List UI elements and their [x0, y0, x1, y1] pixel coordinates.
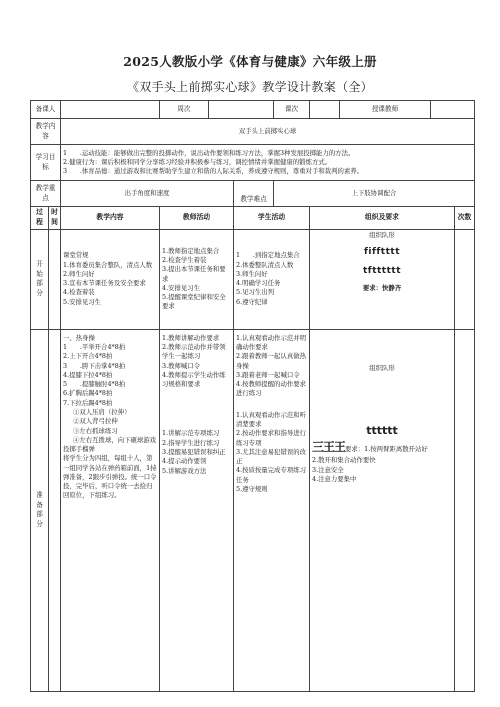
prep-part-organization	[310, 329, 455, 691]
org-requirement: 3.注意安全	[312, 465, 344, 474]
week-value	[209, 101, 274, 119]
start-content-line: 5.安排见习生	[63, 297, 102, 306]
objectives-list	[61, 145, 475, 181]
teacher-label: 授课教师	[340, 101, 431, 119]
prep-student-line: 3.跟着老师一起喊口令	[236, 370, 300, 379]
prep-teacher-line: 5.讲解游戏方法	[162, 466, 207, 475]
warmup-line: 5 .提膝触肘4*8拍	[63, 380, 126, 389]
prep-student-line: 2.按动作要求和指导进行练习专项	[236, 429, 307, 447]
prep-teacher-line: 2.指导学生进行练习	[162, 438, 220, 447]
content-label: 教学内容	[31, 119, 61, 145]
lesson-plan-table	[30, 100, 475, 692]
prep-student-line: 4.按质按量完成专项练习任务	[236, 466, 307, 484]
org-requirement: 要求：快静齐	[362, 284, 402, 293]
content-value: 双手头上前掷实心球	[61, 119, 475, 145]
lesson-preparer-label: 备课人	[31, 101, 61, 119]
objective-item: 1 .运动技能：能够做出完整的投掷动作，说出动作要领和练习方法，掌握3种发展投掷能力的方法。	[63, 148, 355, 157]
start-content-line: 3.宣布本节课任务及安全要求	[63, 279, 146, 288]
prep-teacher-line: 3.教师喊口令	[162, 361, 201, 370]
prep-part-times	[455, 329, 475, 691]
prep-part-student	[234, 329, 310, 691]
org-requirement: 2.散开和集合动作要快	[312, 456, 376, 465]
prep-part-time	[49, 329, 61, 691]
objective-item: 3 .体育品德：通过游戏和比赛帮助学生建立和谐的人际关系，养成遵守规则，尊重对手和裁判的素养。	[63, 167, 364, 176]
prep-teacher-line: 3.提醒易犯错误和纠正	[162, 447, 226, 456]
teacher-value	[431, 101, 475, 119]
start-student-line: 3.师生问好	[236, 269, 268, 278]
start-student-line: 2.体委整队清点人数	[236, 260, 294, 269]
special-practice-line: ②双人背弓拉伸	[73, 417, 118, 426]
start-teacher-line: 2.检查学生着装	[162, 255, 207, 264]
start-part-organization	[310, 229, 455, 329]
prep-part-teacher	[160, 329, 234, 691]
start-part-time	[49, 229, 61, 329]
col-process: 过程	[31, 207, 49, 230]
start-content-line: 2.师生问好	[63, 269, 95, 278]
prep-teacher-line: 4.提示动作要领	[162, 457, 207, 466]
objectives-label: 学习目标	[31, 145, 61, 181]
special-practice-line: ③左右抓球练习	[73, 426, 118, 435]
game-description: 投掷手榴弹 将学生分为四组，每组十人，第一组同学各站在弹药箱前面，1持弹准备，2跟步引弹投。统一口令投，完毕后，听口令统一去捡归回原位，下组练习。	[63, 445, 157, 500]
start-student-line: 1 .到指定地点集合	[236, 251, 300, 260]
special-practice-line: ①双人压肩（拉伸）	[73, 407, 131, 416]
prep-teacher-line: 4.教师提示学生动作练习规格和要求	[162, 370, 226, 389]
warmup-line: 6.扩胸后踢4*8拍	[63, 389, 113, 398]
org-requirement: 要求：1.按两臂距离散开站好	[345, 444, 428, 453]
prep-student-line: 3.尤其注意易犯错误的改正	[236, 447, 307, 466]
warmup-line: 3 .胯下击掌4*8拍	[63, 361, 126, 370]
prep-part-label: 准备部分	[31, 329, 49, 691]
col-content: 教学内容	[61, 207, 160, 230]
start-part-label: 开始部分	[31, 229, 49, 329]
column-header-row	[31, 207, 475, 230]
formation-diagram: tftttttt	[362, 266, 402, 277]
key-points-label: 教学重点	[31, 181, 61, 207]
prep-student-line: 1.认真观看动作示范和听清楚要求	[236, 410, 307, 428]
content-row	[31, 119, 475, 145]
start-content-line: 4.检查着装	[63, 288, 95, 297]
warmup-line: 7.下拉后踢4*8拍	[63, 398, 113, 407]
document-subtitle: 《双手头上前掷实心球》教学设计教案（全）	[126, 80, 373, 94]
col-student: 学生活动	[234, 207, 310, 230]
start-student-line: 6.遵守纪律	[236, 297, 268, 306]
prep-student-line: 5.遵守规则	[236, 484, 268, 493]
prep-teacher-line: 1.讲解示范专项练习	[162, 429, 220, 438]
lesson-no-label: 课次	[274, 101, 310, 119]
col-teacher: 教师活动	[160, 207, 234, 230]
difficulty-label: 教学难点	[234, 181, 274, 207]
key-points-row	[31, 181, 475, 207]
warmup-line: 一、热身操	[63, 333, 95, 342]
prep-student-line: 1.认真观看动作示范并明确动作要求	[236, 333, 307, 351]
prep-part-row	[31, 329, 475, 691]
header-row	[31, 101, 475, 119]
lesson-no-value	[310, 101, 340, 119]
start-part-teacher	[160, 229, 234, 329]
col-time: 时间	[49, 207, 61, 230]
col-times: 次数	[455, 207, 475, 230]
special-practice-line: ④左右互拨球，向下砸球游戏	[73, 435, 157, 444]
prep-part-content	[61, 329, 160, 691]
org-requirement: 4.注意力要集中	[312, 474, 357, 483]
formation-diagram: 三王王	[312, 439, 346, 454]
start-student-line: 4.明确学习任务	[236, 279, 281, 288]
lesson-preparer-value	[61, 101, 160, 119]
warmup-line: 2.上下开合4*8拍	[63, 352, 113, 361]
start-part-row	[31, 229, 475, 329]
start-part-times	[455, 229, 475, 329]
start-content-line: 课堂常规	[63, 251, 89, 260]
objectives-row	[31, 145, 475, 181]
difficulty-value: 上下肢协调配合	[274, 181, 475, 207]
start-teacher-line: 3.提出本节课任务和要求	[162, 265, 226, 283]
warmup-line: 1 .平举开合4*8拍	[63, 342, 126, 351]
start-part-student	[234, 229, 310, 329]
key-points-value: 出手角度和速度	[61, 181, 234, 207]
start-teacher-line: 5.提醒课堂纪律和安全要求	[162, 293, 226, 311]
prep-student-line: 4.按教师提醒的动作要求进行练习	[236, 380, 307, 398]
start-teacher-line: 4.安排见习生	[162, 283, 201, 292]
formation-diagram: fifftttt	[363, 246, 401, 257]
prep-teacher-line: 1.教师讲解动作要求	[162, 333, 220, 342]
start-content-line: 1.体育委员集合整队，清点人数	[63, 260, 153, 269]
objective-item: 2.健康行为：课后积极和同学分享练习经验并积极参与练习，调控情绪并掌握健康的锻炼方式。	[63, 157, 332, 166]
document-title: 2025人教版小学《体育与健康》六年级上册	[123, 54, 377, 69]
start-part-content	[61, 229, 160, 329]
prep-teacher-line: 2.教师示范动作并带领学生一起练习	[162, 342, 226, 361]
col-org: 组织及要求	[310, 207, 455, 230]
start-teacher-line: 1.教师指定地点集合	[162, 246, 220, 255]
week-label: 周次	[160, 101, 209, 119]
warmup-line: 4.提膝下拉4*8拍	[63, 370, 113, 379]
org-title: 组织队形	[369, 230, 395, 239]
org-title: 组织队形	[369, 363, 395, 372]
formation-diagram: tttttt	[366, 423, 398, 437]
start-student-line: 5.见习生出列	[236, 288, 275, 297]
prep-student-line: 2.跟着教师一起认真做热身操	[236, 352, 307, 370]
